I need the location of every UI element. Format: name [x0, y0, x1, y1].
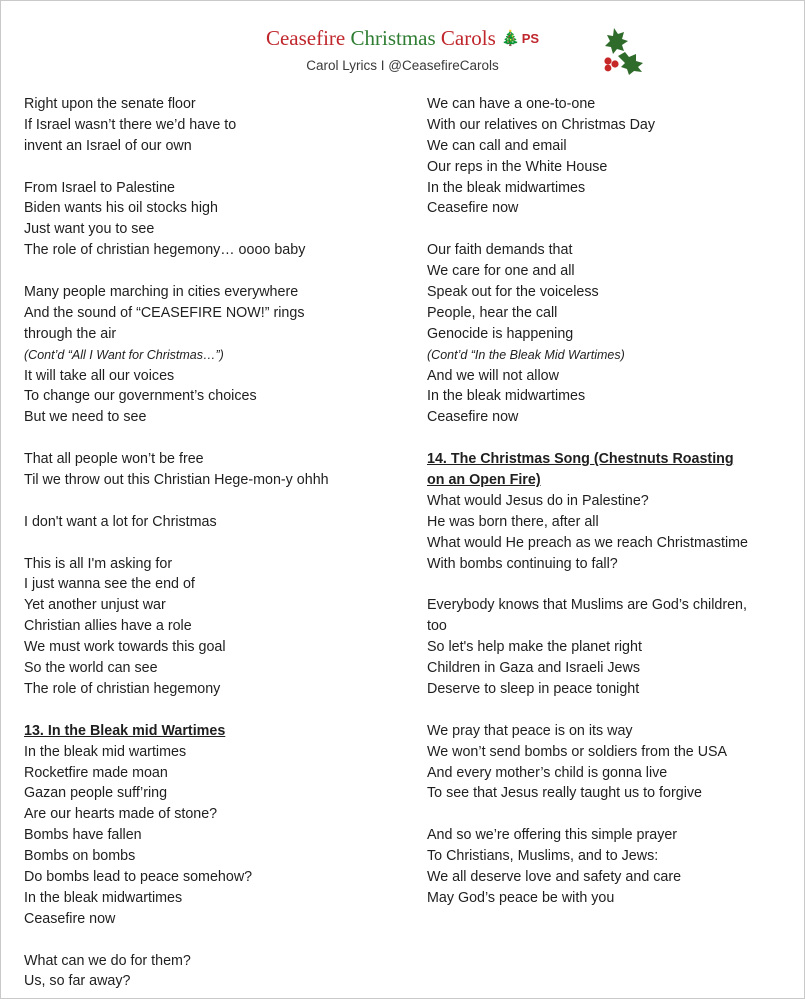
lyric-line: Biden wants his oil stocks high	[24, 200, 218, 217]
lyric-stanza	[427, 240, 792, 428]
lyric-line: Bombs on bombs	[24, 848, 136, 865]
lyric-line: Ceasefire now	[427, 200, 519, 217]
lyric-line: With our relatives on Christmas Day	[427, 116, 656, 133]
christmas-tree-icon: 🎄	[501, 31, 520, 47]
lyric-line: Til we throw out this Christian Hege-mon-y ohhh	[24, 472, 329, 489]
lyric-stanza	[24, 512, 394, 533]
lyric-line: Christian allies have a role	[24, 618, 192, 635]
song-heading-14-line1: 14. The Christmas Song (Chestnuts Roasting	[427, 451, 734, 468]
lyric-line: The role of christian hegemony	[24, 680, 221, 697]
continuation-note: (Cont’d “All I Want for Christmas…”)	[24, 347, 224, 362]
lyric-line: And the sound of “CEASEFIRE NOW!” rings	[24, 304, 305, 321]
lyric-stanza	[427, 825, 792, 909]
lyric-line: too	[427, 618, 447, 635]
lyric-line: The role of christian hegemony… oooo baby	[24, 242, 306, 259]
holly-leaf-right	[618, 52, 643, 75]
lyric-stanza	[24, 742, 394, 930]
lyric-stanza	[24, 554, 394, 700]
title-word-carols: Carols	[440, 26, 496, 50]
lyric-line: And every mother’s child is gonna live	[427, 764, 668, 781]
lyric-stanza	[427, 491, 792, 575]
lyric-line: In the bleak midwartimes	[427, 388, 586, 405]
lyric-line: We can call and email	[427, 137, 567, 154]
lyric-stanza	[427, 721, 792, 805]
holly-berry	[605, 65, 612, 72]
lyric-line: From Israel to Palestine	[24, 179, 175, 196]
document-title	[0, 24, 805, 53]
document-subtitle: Carol Lyrics I @CeasefireCarols	[306, 58, 499, 73]
lyric-line: People, hear the call	[427, 304, 558, 321]
lyric-line: To Christians, Muslims, and to Jews:	[427, 848, 659, 865]
lyric-line: It will take all our voices	[24, 367, 175, 384]
lyric-line: We pray that peace is on its way	[427, 722, 633, 739]
lyric-line: We won’t send bombs or soldiers from the USA	[427, 743, 728, 760]
continuation-note: (Cont’d “In the Bleak Mid Wartimes)	[427, 347, 625, 362]
lyric-line: Yet another unjust war	[24, 597, 166, 614]
lyric-line: Many people marching in cities everywhere	[24, 284, 299, 301]
lyric-line: What can we do for them?	[24, 952, 191, 969]
lyric-stanza	[24, 94, 394, 157]
lyric-line: Ceasefire now	[427, 409, 519, 426]
lyric-line: Deserve to sleep in peace tonight	[427, 680, 640, 697]
title-word-christmas: Christmas	[350, 26, 436, 50]
lyric-line: We can have a one-to-one	[427, 96, 596, 112]
lyric-line: In the bleak midwartimes	[24, 889, 183, 906]
lyric-line: In the bleak midwartimes	[427, 179, 586, 196]
lyric-line: Our reps in the White House	[427, 158, 608, 175]
lyric-line: Genocide is happening	[427, 325, 574, 342]
lyric-line: Children in Gaza and Israeli Jews	[427, 660, 640, 677]
lyric-line: Rocketfire made moan	[24, 764, 168, 781]
song-heading-14	[427, 449, 792, 491]
lyric-line: I just wanna see the end of	[24, 576, 195, 593]
lyric-line: through the air	[24, 325, 117, 342]
song-heading-14-line2: on an Open Fire)	[427, 472, 541, 489]
lyric-line: Everybody knows that Muslims are God’s children,	[427, 597, 747, 614]
lyric-line: Bombs have fallen	[24, 827, 142, 844]
lyric-line: We must work towards this goal	[24, 639, 226, 656]
lyric-line: But we need to see	[24, 409, 147, 426]
lyric-line: He was born there, after all	[427, 513, 599, 530]
lyric-line: With bombs continuing to fall?	[427, 555, 618, 572]
document-header	[0, 24, 805, 84]
ps-badge: PS	[521, 31, 540, 46]
lyric-stanza	[24, 178, 394, 262]
lyric-line: Are our hearts made of stone?	[24, 806, 218, 823]
lyric-line: If Israel wasn’t there we’d have to	[24, 116, 237, 133]
lyric-line: Our faith demands that	[427, 242, 573, 259]
lyric-line: We all deserve love and safety and care	[427, 868, 682, 885]
lyric-line: Right upon the senate floor	[24, 96, 196, 112]
lyric-line: So let's help make the planet right	[427, 639, 642, 656]
song-heading-13: 13. In the Bleak mid Wartimes	[24, 722, 226, 739]
lyric-stanza	[427, 94, 792, 219]
lyric-line: Speak out for the voiceless	[427, 284, 599, 301]
lyric-line: Just want you to see	[24, 221, 155, 238]
lyric-line: Ceasefire now	[24, 910, 116, 927]
lyric-line: I don't want a lot for Christmas	[24, 513, 217, 530]
lyric-line: Do bombs lead to peace somehow?	[24, 868, 253, 885]
lyric-line: So the world can see	[24, 660, 158, 677]
left-column	[24, 94, 394, 992]
lyric-line: To change our government’s choices	[24, 388, 257, 405]
lyric-line: And we will not allow	[427, 367, 559, 384]
lyric-line: invent an Israel of our own	[24, 137, 192, 154]
lyric-line: Us, so far away?	[24, 973, 131, 990]
lyric-stanza	[24, 282, 394, 428]
lyric-line: We care for one and all	[427, 263, 575, 280]
lyric-line: May God’s peace be with you	[427, 889, 615, 906]
lyric-line: And so we’re offering this simple prayer	[427, 827, 678, 844]
holly-leaf-top	[605, 28, 628, 54]
title-word-ceasefire: Ceasefire	[265, 26, 346, 50]
lyric-stanza	[427, 595, 792, 699]
holly-icon	[596, 26, 656, 76]
holly-berry	[604, 57, 611, 64]
lyric-line: This is all I'm asking for	[24, 555, 173, 572]
lyric-line: To see that Jesus really taught us to forgive	[427, 785, 702, 802]
lyric-line: What would He preach as we reach Christmastime	[427, 534, 749, 551]
lyric-line: Gazan people suff’ring	[24, 785, 168, 802]
lyric-stanza	[24, 449, 394, 491]
lyric-line: In the bleak mid wartimes	[24, 743, 187, 760]
lyric-stanza	[24, 951, 394, 993]
holly-berry	[611, 60, 618, 67]
lyric-line: What would Jesus do in Palestine?	[427, 492, 649, 509]
lyric-line: That all people won’t be free	[24, 451, 204, 468]
right-column	[427, 94, 792, 909]
